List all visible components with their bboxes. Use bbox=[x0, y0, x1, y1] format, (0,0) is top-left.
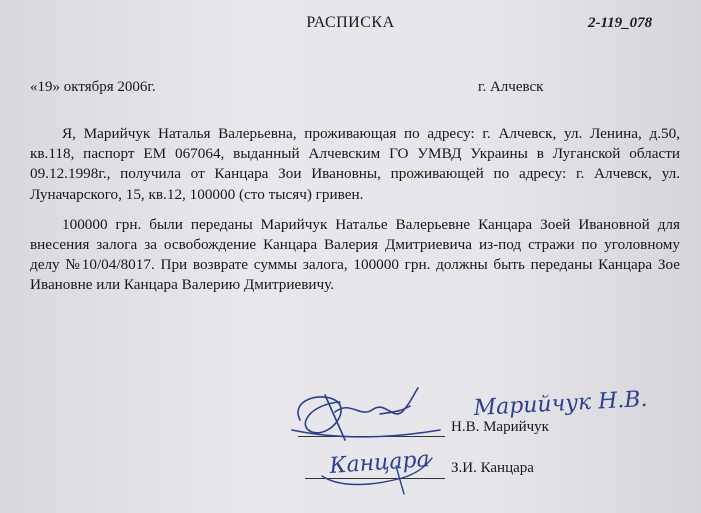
paragraph-2: 100000 грн. были переданы Марийчук Наталье Валерьевне Канцара Зоей Ивановной для внесения залога за освобождение Канцара Валерия Дмитриевича из-под стражи по уголовному делу №10/04/8017. При возврате суммы залога, 100000 грн. должны быть переданы Канцара Зое Ивановне или Канцара Валерию Дмитриевичу. bbox=[30, 215, 680, 294]
signatory-name-1: Н.В. Марийчук bbox=[451, 419, 549, 435]
paragraph-1: Я, Марийчук Наталья Валерьевна, проживающая по адресу: г. Алчевск, ул. Ленина, д.50, кв.118, паспорт ЕМ 067064, выданный Алчевским ГО УМВД Украины в Луганской области 09.12.1998г., получила от Канцара Зои Ивановны, проживающей по адресу: г. Алчевск, ул. Луначарского, 15, кв.12, 100000 (сто тысяч) гривен. bbox=[30, 125, 680, 203]
document-date: «19» октября 2006г. bbox=[30, 79, 156, 95]
svg-text:Марийчук Н.В.: Марийчук Н.В. bbox=[473, 386, 649, 421]
svg-text:Канцара: Канцара bbox=[328, 447, 431, 479]
signatory-name-2: З.И. Канцара bbox=[451, 460, 534, 476]
document-title: РАСПИСКА bbox=[306, 14, 395, 31]
signature-2 bbox=[322, 447, 432, 494]
signature-1-scribble bbox=[292, 388, 440, 440]
document-city: г. Алчевск bbox=[478, 79, 544, 95]
document-number: 2-119_078 bbox=[588, 15, 653, 31]
signature-1-handwritten-name bbox=[472, 387, 648, 421]
